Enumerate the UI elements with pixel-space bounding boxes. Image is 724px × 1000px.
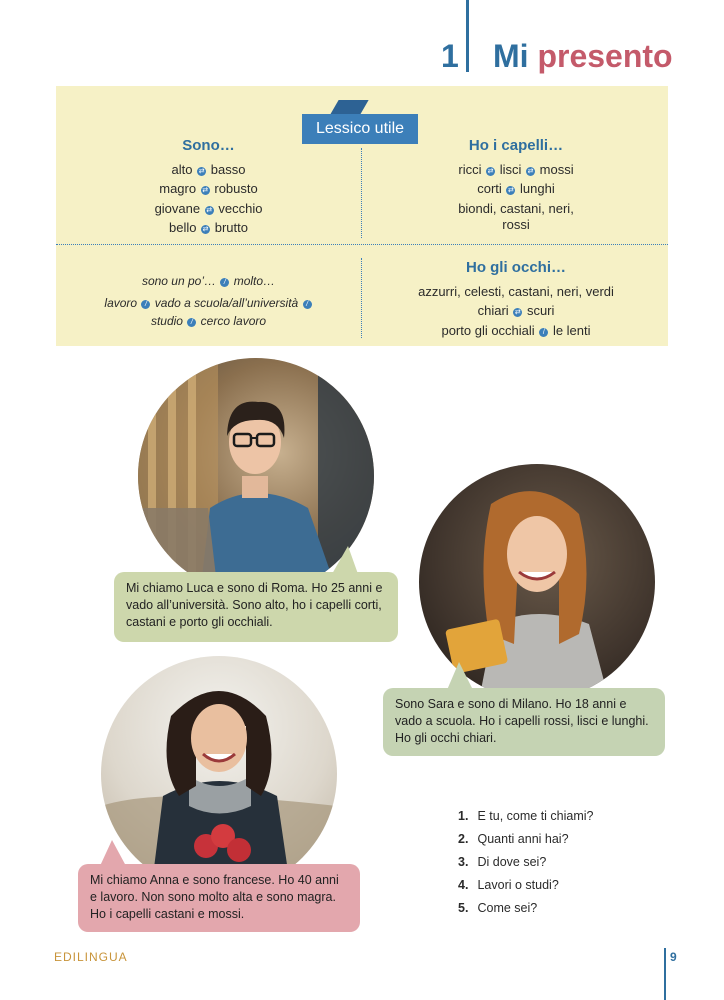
speech-bubble-luca — [114, 572, 398, 642]
extra-line-1: sono un po’… / molto… — [141, 274, 276, 288]
capelli-line-2: corti ⇄ lunghi — [477, 181, 555, 196]
header-rule — [466, 0, 469, 72]
speech-bubble-sara — [383, 688, 665, 756]
extra-line-3: studio / cerco lavoro — [150, 314, 267, 328]
question-item: 3. Di dove sei? — [458, 855, 547, 869]
page-title — [493, 40, 673, 72]
capelli-line-1: ricci ⇄ lisci ⇄ mossi — [458, 161, 574, 177]
occhi-column — [386, 258, 646, 340]
question-item: 5. Come sei? — [458, 901, 538, 915]
bubble-text-anna: Mi chiamo Anna e sono francese. Ho 40 anni e lavoro. Non sono molto alta e sono magra. Ho i capelli castani e mossi. — [90, 873, 339, 921]
occhi-line-1: azzurri, celesti, castani, neri, verdi — [418, 283, 614, 299]
divider-vertical-bottom — [361, 258, 362, 338]
or-icon: / — [141, 300, 150, 309]
photo-anna — [101, 656, 337, 892]
capelli-column — [386, 136, 646, 232]
footer-rule — [664, 948, 666, 1000]
bubble-tail — [447, 662, 473, 690]
opposite-icon: ⇄ — [514, 309, 521, 316]
sono-pair-1: alto ⇄ basso — [171, 161, 246, 177]
extra-column — [86, 272, 331, 330]
sono-pair-4: bello ⇄ brutto — [169, 220, 248, 235]
capelli-line-4: rossi — [502, 217, 530, 232]
or-icon: / — [187, 318, 196, 327]
divider-vertical-top — [361, 148, 362, 238]
or-icon: / — [220, 278, 229, 287]
capelli-line-3: biondi, castani, neri, — [458, 200, 574, 216]
opposite-icon: ⇄ — [206, 206, 213, 214]
extra-line-2: lavoro / vado a scuola/all’università / — [86, 294, 331, 312]
bubble-text-sara: Sono Sara e sono di Milano. Ho 18 anni e vado a scuola. Ho i capelli rossi, lisci e lunghi. Ho gli occhi chiari. — [395, 697, 649, 745]
lessico-tab-label: Lessico utile — [302, 114, 418, 144]
question-item: 1. E tu, come ti chiami? — [458, 809, 594, 823]
lessico-panel — [56, 86, 668, 346]
speech-bubble-anna — [78, 864, 360, 932]
title-word-2: presento — [537, 38, 673, 74]
occhi-line-3: porto gli occhiali / le lenti — [441, 322, 591, 338]
page-number: 9 — [670, 950, 677, 964]
bubble-tail — [100, 840, 126, 866]
sono-heading: Sono… — [182, 137, 235, 154]
or-icon: / — [539, 328, 548, 337]
bubble-tail — [332, 546, 358, 574]
question-item: 4. Lavori o studi? — [458, 878, 559, 892]
sono-column — [86, 136, 331, 238]
occhi-heading: Ho gli occhi… — [465, 259, 566, 276]
anna-illustration — [101, 656, 337, 892]
unit-number: 1 — [441, 38, 459, 74]
opposite-icon: ⇄ — [507, 187, 514, 194]
opposite-icon: ⇄ — [487, 167, 494, 175]
sono-pair-2: magro ⇄ robusto — [159, 181, 258, 196]
opposite-icon: ⇄ — [198, 167, 205, 175]
question-item: 2. Quanti anni hai? — [458, 832, 569, 846]
occhi-line-2: chiari ⇄ scuri — [477, 303, 555, 318]
title-word-1: Mi — [493, 38, 529, 74]
divider-horizontal — [56, 244, 668, 245]
opposite-icon: ⇄ — [202, 226, 209, 233]
sono-pair-3: giovane ⇄ vecchio — [154, 200, 263, 216]
opposite-icon: ⇄ — [202, 187, 209, 194]
or-icon: / — [303, 300, 312, 309]
opposite-icon: ⇄ — [527, 167, 534, 175]
capelli-heading: Ho i capelli… — [468, 137, 564, 154]
publisher-logo: EDILINGUA — [54, 950, 128, 964]
question-list — [458, 805, 594, 920]
bubble-text-luca: Mi chiamo Luca e sono di Roma. Ho 25 anni e vado all’università. Sono alto, ho i capelli corti, castani e porto gli occhiali. — [126, 581, 383, 629]
